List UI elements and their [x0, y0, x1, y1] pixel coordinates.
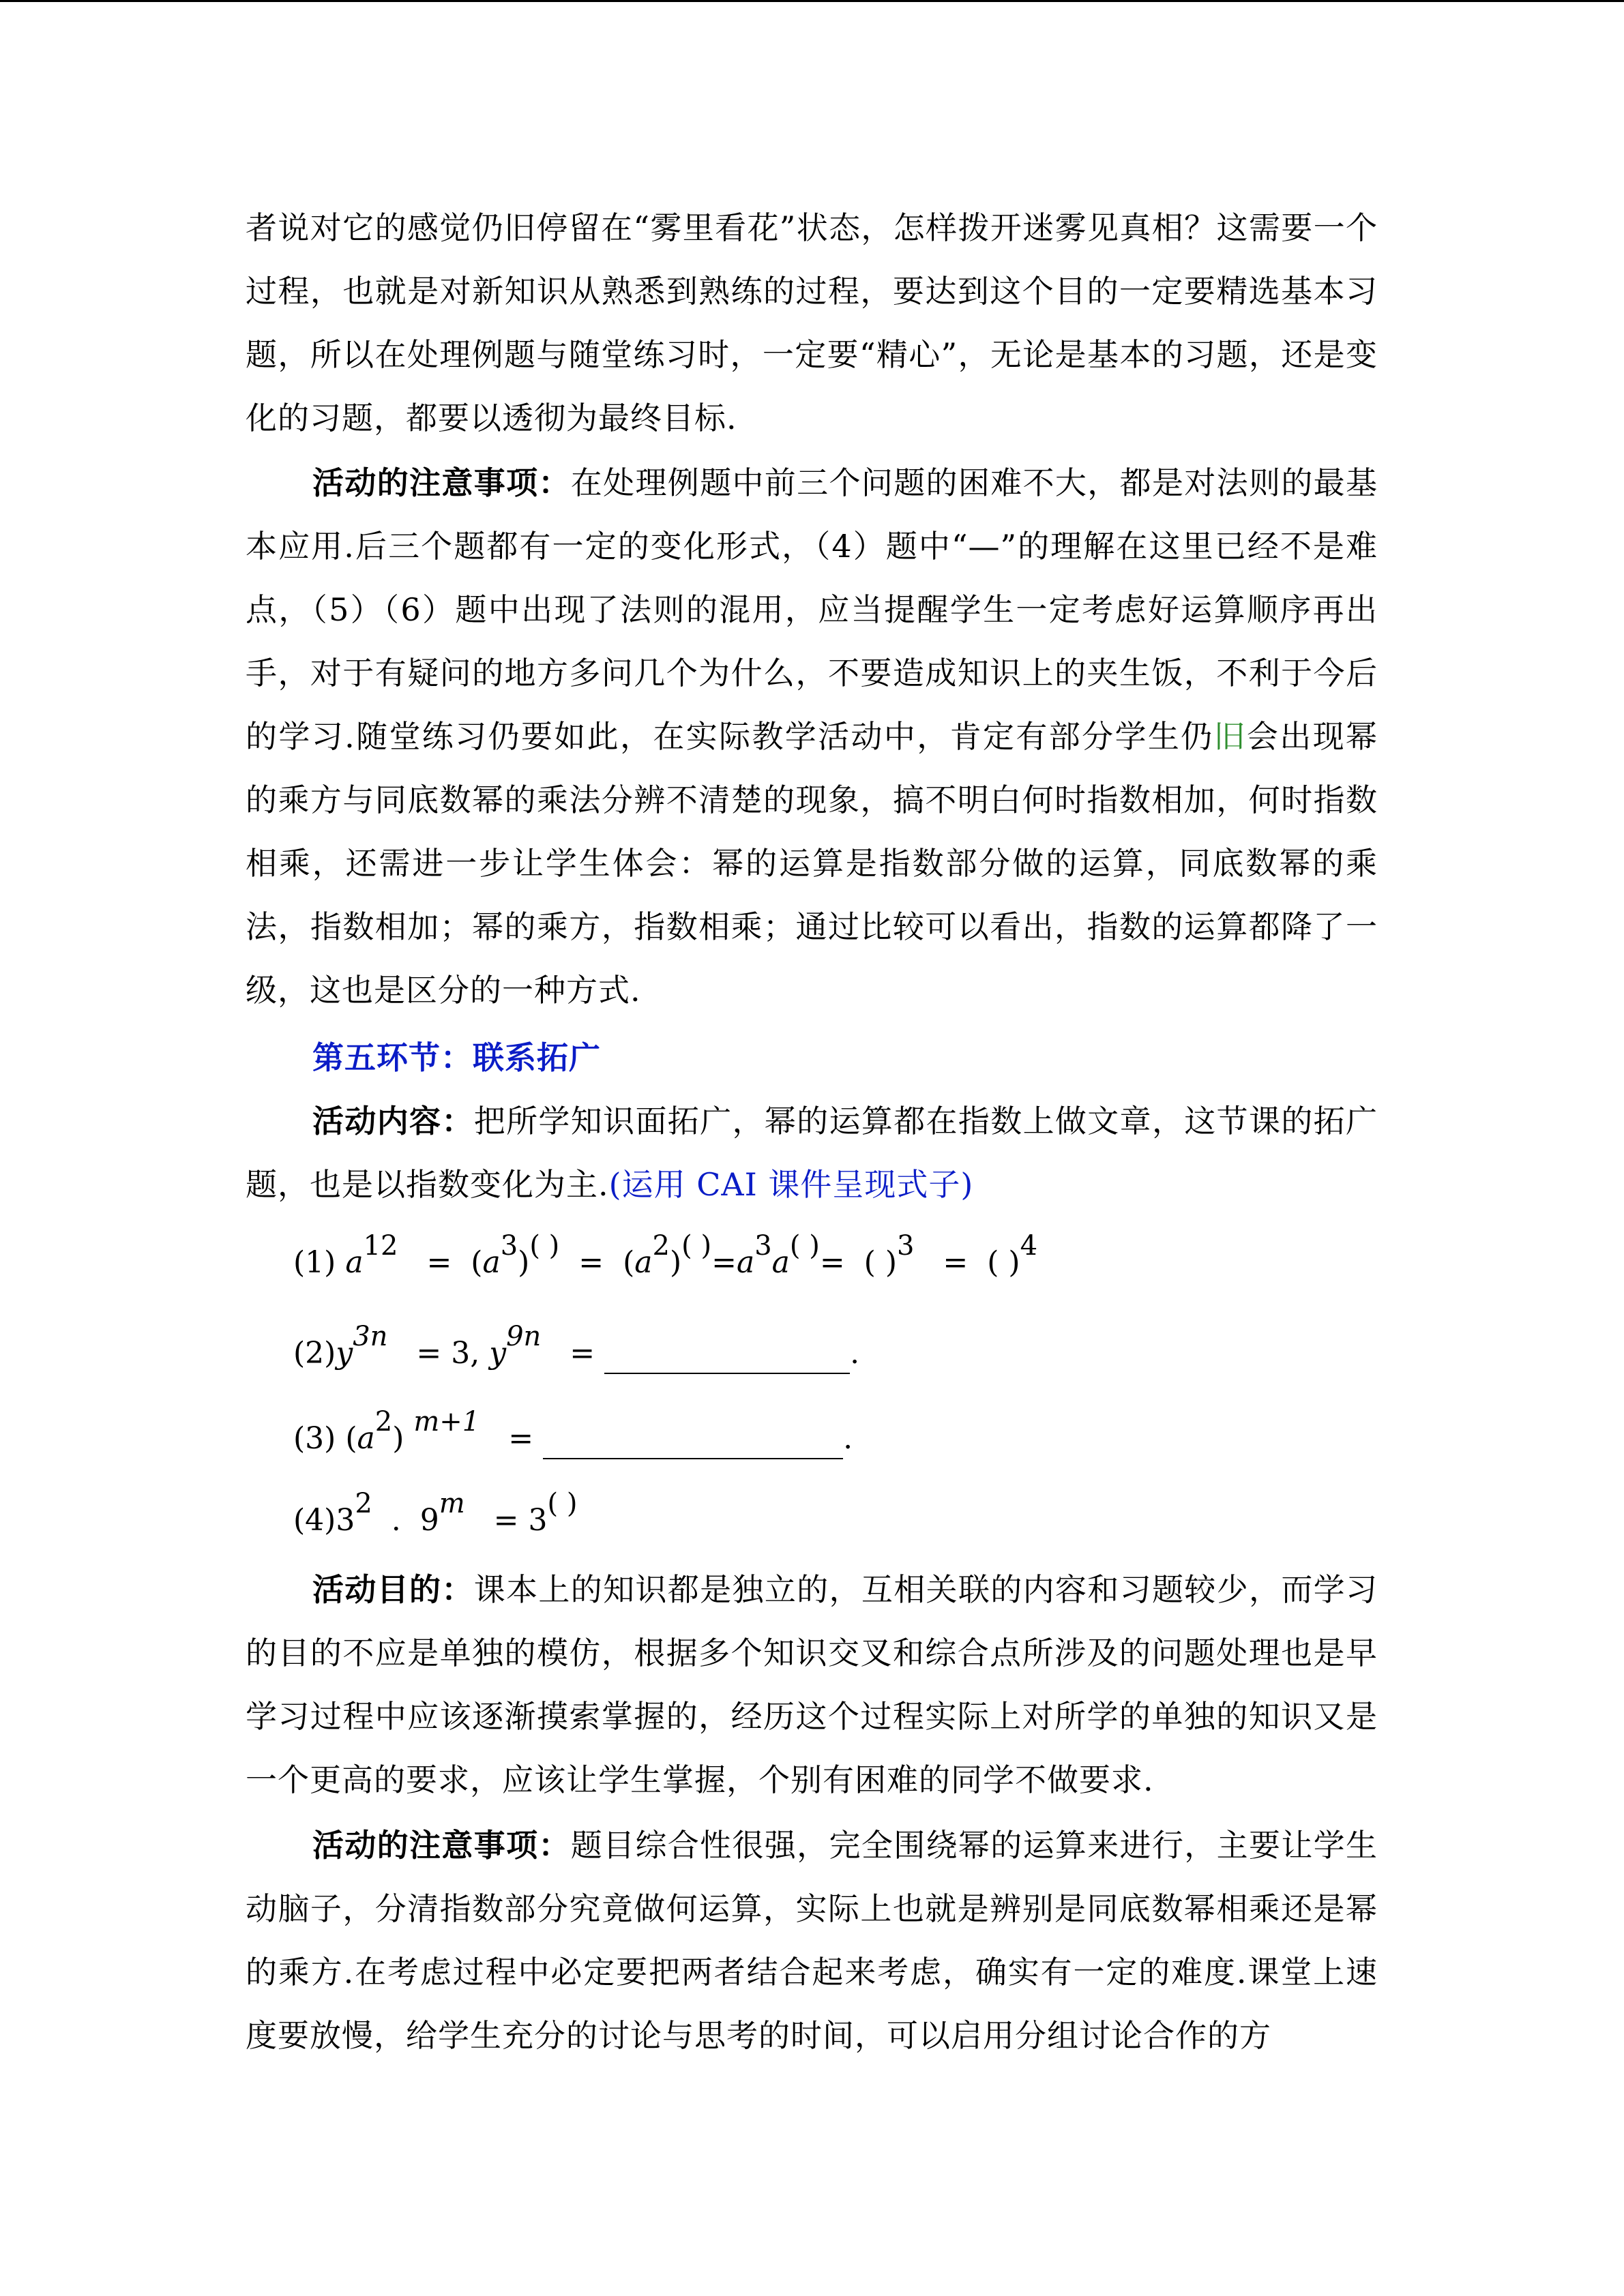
math-base: a [357, 1421, 375, 1456]
math-exponent: 3 [754, 1230, 772, 1262]
math-base: a [634, 1245, 653, 1280]
paren: ( [623, 1245, 635, 1280]
exercise-4 [293, 1488, 578, 1541]
paren: ( [345, 1421, 357, 1456]
paragraph-text: 把所学知识面拓广，幂的运算都在指数上做文章，这节课的拓广题，也是以指数变化为主. [246, 1103, 1378, 1203]
math-exponent: 12 [363, 1230, 398, 1262]
math-exponent: 2 [652, 1230, 670, 1262]
math-exponent: 3 [500, 1230, 518, 1262]
equation-fragment: = 3, [416, 1336, 480, 1371]
math-base: a [345, 1245, 364, 1280]
math-base: a [736, 1245, 755, 1280]
math-base: 3 [336, 1503, 355, 1538]
paragraph-label: 活动的注意事项： [312, 464, 571, 501]
paragraph-label: 活动的注意事项： [312, 1827, 571, 1864]
math-base: a [482, 1245, 501, 1280]
math-exponent: 4 [1020, 1230, 1038, 1262]
equals-sign: = [426, 1245, 452, 1280]
paragraph-activity-content [246, 1090, 1378, 1217]
paragraph-label: 活动内容： [312, 1103, 474, 1139]
paragraph-notes-2 [246, 1814, 1378, 2068]
multiply-dot: . [391, 1503, 401, 1538]
answer-blank-paren: ( ) [987, 1245, 1020, 1280]
paragraph-text: 在处理例题中前三个问题的困难不大，都是对法则的最基本应用.后三个题都有一定的变化形式，（4）题中“—”的理解在这里已经不是难点，（5）（6）题中出现了法则的混用，应当提醒学生一定考虑好运算顺序再出手，对于有疑问的地方多问几个为什么，不要造成知识上的夹生饭，不利于今后的学习.随堂练习仍要如此，在实际教学活动中，肯定有部分学生仍 [246, 464, 1378, 755]
exercise-2 [293, 1321, 860, 1374]
math-exponent: 2 [355, 1488, 372, 1519]
math-exponent: 3n [353, 1321, 388, 1352]
paragraph-continuation [246, 196, 1378, 450]
exercise-number: (4) [293, 1503, 336, 1538]
paren: ) [392, 1421, 404, 1456]
equals-sign: = [578, 1245, 604, 1280]
paragraph-label: 活动目的： [312, 1571, 474, 1608]
answer-blank-paren: ( ) [863, 1245, 897, 1280]
equals-sign: = [508, 1421, 534, 1456]
math-base: a [771, 1245, 790, 1280]
math-exponent: m+1 [413, 1406, 480, 1437]
paragraph-text: 会出现幂的乘方与同底数幂的乘法分辨不清楚的现象，搞不明白何时指数相加，何时指数相乘，还需进一步让学生体会：幂的运算是指数部分做的运算，同底数幂的乘法，指数相加；幂的乘方，指数相乘；通过比较可以看出，指数的运算都降了一级，这也是区分的一种方式. [246, 718, 1378, 1009]
answer-blank-paren: ( ) [681, 1230, 712, 1262]
answer-blank[interactable] [604, 1345, 850, 1374]
answer-blank-paren: ( ) [547, 1488, 578, 1519]
math-exponent: 2 [374, 1406, 393, 1437]
highlighted-char: 旧 [1213, 718, 1247, 755]
answer-blank-paren: ( ) [789, 1230, 820, 1262]
math-exponent: 3 [897, 1230, 915, 1262]
paragraph-activity-purpose [246, 1558, 1378, 1812]
cai-note: (运用 CAI 课件呈现式子) [608, 1166, 974, 1203]
section-heading: 第五环节：联系拓广 [312, 1039, 601, 1076]
math-exponent: 9n [506, 1321, 542, 1352]
equals-sign: = [943, 1245, 969, 1280]
period: . [850, 1336, 860, 1371]
equals-sign: = 3 [493, 1503, 548, 1538]
answer-blank[interactable] [543, 1431, 843, 1459]
math-base: y [336, 1336, 353, 1371]
paren: ) [669, 1245, 682, 1280]
equals-sign: = [711, 1245, 737, 1280]
math-exponent: m [439, 1488, 465, 1519]
paragraph-text: 者说对它的感觉仍旧停留在“雾里看花”状态，怎样拨开迷雾见真相？这需要一个过程，也就是对新知识从熟悉到熟练的过程，要达到这个目的一定要精选基本习题，所以在处理例题与随堂练习时，一定要“精心”，无论是基本的习题，还是变化的习题，都要以透彻为最终目标. [246, 209, 1378, 436]
answer-blank-paren: ( ) [529, 1230, 560, 1262]
paragraph-text: 课本上的知识都是独立的，互相关联的内容和习题较少，而学习的目的不应是单独的模仿，根据多个知识交叉和综合点所涉及的问题处理也是早学习过程中应该逐渐摸索掌握的，经历这个过程实际上对所学的单独的知识又是一个更高的要求，应该让学生掌握，个别有困难的同学不做要求. [246, 1571, 1378, 1798]
exercise-number: (1) [293, 1245, 336, 1280]
exercise-number: (3) [293, 1421, 336, 1456]
period: . [843, 1421, 853, 1456]
math-base: 9 [419, 1503, 439, 1538]
exercise-1 [293, 1230, 1038, 1283]
equals-sign: = [570, 1336, 595, 1371]
exercise-number: (2) [293, 1336, 336, 1371]
paragraph-notes-1 [246, 451, 1378, 1022]
paragraph-text: 题目综合性很强，完全围绕幂的运算来进行，主要让学生动脑子，分清指数部分究竟做何运算，实际上也就是辨别是同底数幂相乘还是幂的乘方.在考虑过程中必定要把两者结合起来考虑，确实有一定的难度.课堂上速度要放慢，给学生充分的讨论与思考的时间，可以启用分组讨论合作的方 [246, 1827, 1378, 2054]
exercise-3 [293, 1406, 853, 1459]
paren: ( [471, 1245, 483, 1280]
equals-sign: = [819, 1245, 845, 1280]
math-base: y [489, 1336, 507, 1371]
top-border-line [0, 0, 1624, 2]
paren: ) [518, 1245, 530, 1280]
